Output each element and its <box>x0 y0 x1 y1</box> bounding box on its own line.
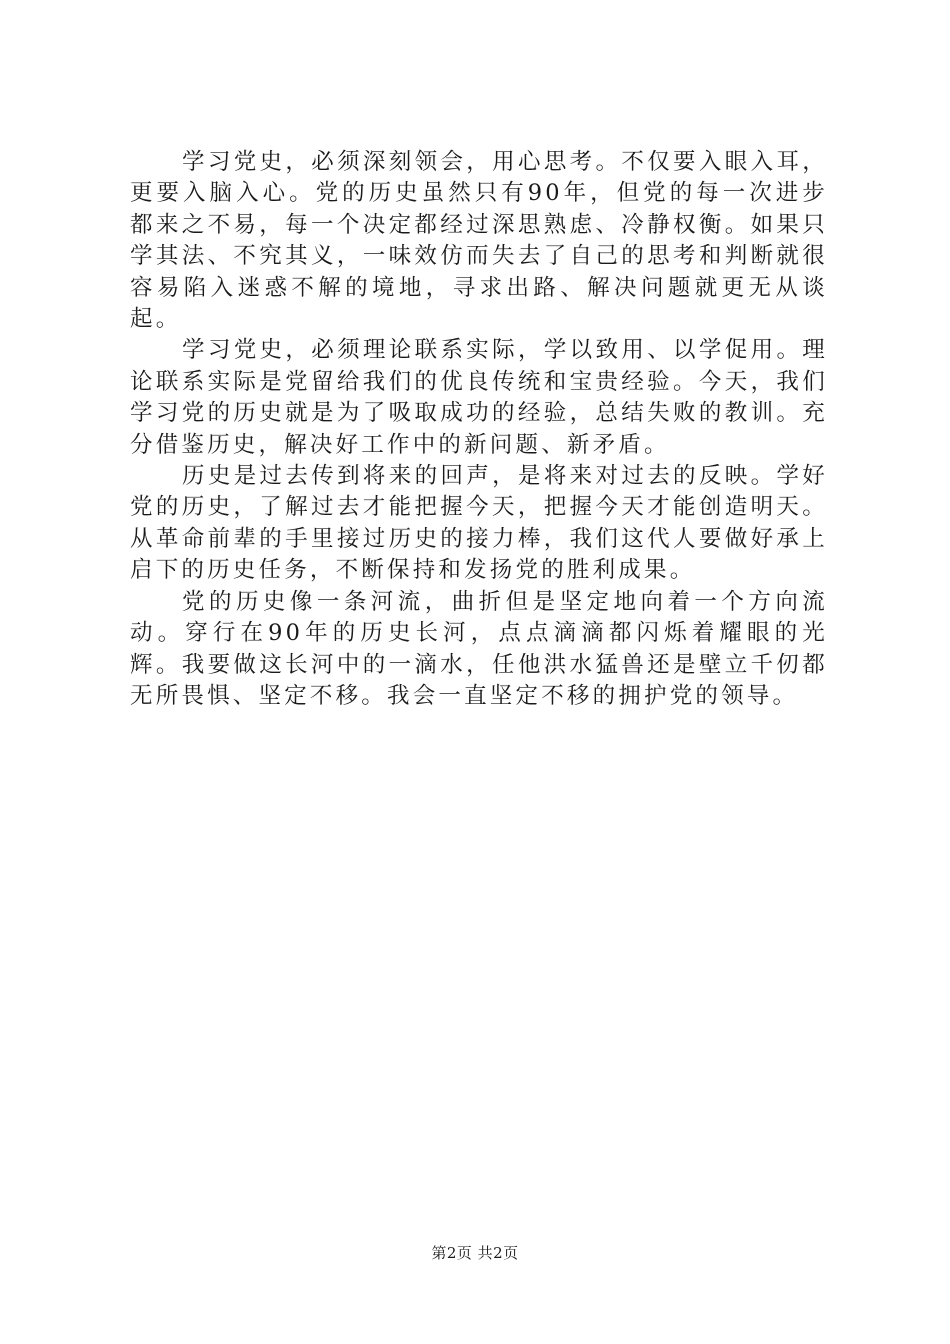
page-number-footer: 第2页 共2页 <box>431 1244 519 1262</box>
paragraph-1: 学习党史，必须深刻领会，用心思考。不仅要入眼入耳，更要入脑入心。党的历史虽然只有90年，但党的每一次进步都来之不易，每一个决定都经过深思熟虑、冷静权衡。如果只学其法、不究其义，一味效仿而失去了自己的思考和判断就很容易陷入迷惑不解的境地，寻求出路、解决问题就更无从谈起。 <box>130 149 828 333</box>
paragraph-3: 历史是过去传到将来的回声，是将来对过去的反映。学好党的历史，了解过去才能把握今天，把握今天才能创造明天。从革命前辈的手里接过历史的接力棒，我们这代人要做好承上启下的历史任务，不断保持和发扬党的胜利成果。 <box>130 463 828 584</box>
paragraph-4: 党的历史像一条河流，曲折但是坚定地向着一个方向流动。穿行在90年的历史长河，点点滴滴都闪烁着耀眼的光辉。我要做这长河中的一滴水，任他洪水猛兽还是壁立千仞都无所畏惧、坚定不移。我会一直坚定不移的拥护党的领导。 <box>130 588 828 709</box>
document-body <box>130 147 828 712</box>
paragraph-2: 学习党史，必须理论联系实际，学以致用、以学促用。理论联系实际是党留给我们的优良传统和宝贵经验。今天，我们学习党的历史就是为了吸取成功的经验，总结失败的教训。充分借鉴历史，解决好工作中的新问题、新矛盾。 <box>130 337 828 458</box>
